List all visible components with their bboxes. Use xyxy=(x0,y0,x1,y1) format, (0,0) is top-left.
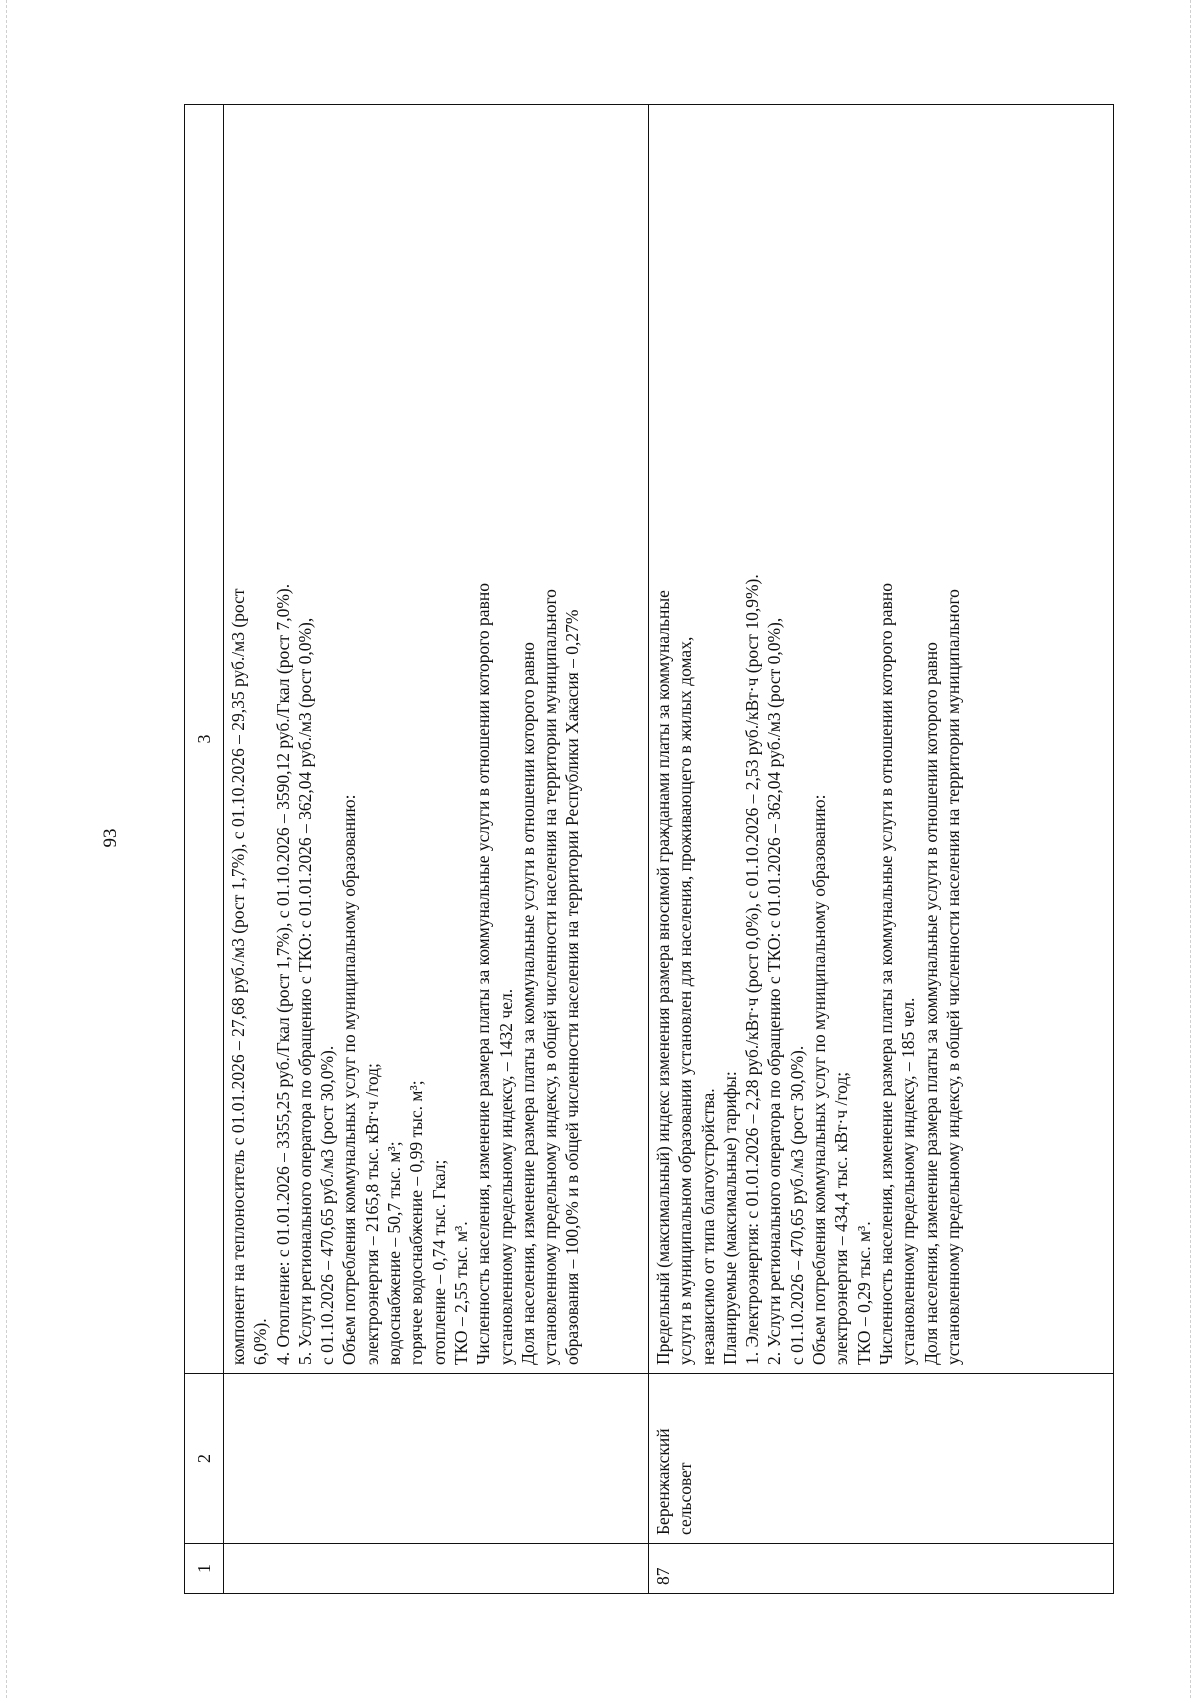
text-line: ТКО – 0,29 тыс. м³. xyxy=(853,1221,874,1365)
column-header-3: 3 xyxy=(185,105,224,1374)
text-line: 4. Отопление: с 01.01.2026 – 3355,25 руб./Гкал (рост 1,7%), с 01.10.2026 – 3590,12 руб./Гкал (рост 7,0%). xyxy=(272,583,293,1365)
text-line: образования – 100,0% и в общей численности населения на территории Республики Хакасия – 0,27% xyxy=(562,609,583,1365)
text-line: с 01.10.2026 – 470,65 руб./м3 (рост 30,0%). xyxy=(786,1045,807,1365)
text-line: 5. Услуги регионального оператора по обращению с ТКО: с 01.01.2026 – 362,04 руб./м3 (рост 0,0%), xyxy=(294,617,315,1365)
text-line: 6,0%). xyxy=(250,1318,271,1365)
text-line: водоснабжение – 50,7 тыс. м³; xyxy=(384,1141,405,1365)
text-line: 1. Электроэнергия: с 01.01.2026 – 2,28 руб./кВт·ч (рост 0,0%), с 01.10.2026 – 2,53 руб./кВт·ч (рост 10,9%). xyxy=(742,574,763,1365)
row-number-cell: 87 xyxy=(649,1544,1114,1594)
text-line: установленному предельному индексу, в общей численности населения на территории муниципального xyxy=(540,589,561,1365)
text-line: отопление – 0,74 тыс. Гкал; xyxy=(428,1159,449,1365)
text-line: Предельный (максимальный) индекс изменения размера вносимой гражданами платы за коммунальные xyxy=(653,590,673,1365)
text-line: Численность населения, изменение размера платы за коммунальные услуги в отношении которого равно xyxy=(473,583,494,1365)
text-line: установленному предельному индексу, – 1432 чел. xyxy=(495,988,516,1365)
tariff-table xyxy=(184,104,1114,1594)
text-line: Объем потребления коммунальных услуг по муниципальному образованию: xyxy=(339,794,360,1365)
text-line: ТКО – 2,55 тыс. м³. xyxy=(450,1221,471,1365)
header-row xyxy=(185,105,224,1594)
table-row xyxy=(649,105,1114,1594)
description-cell xyxy=(224,105,649,1374)
text-line: электроэнергия – 2165,8 тыс. кВт·ч /год; xyxy=(361,1063,382,1365)
text-line: компонент на теплоноситель с 01.01.2026 – 27,68 руб./м3 (рост 1,7%), с 01.10.2026 – 29,35 руб./м3 (рост xyxy=(228,588,248,1365)
rotated-page xyxy=(184,104,1114,1594)
text-line: услуги в муниципальном образовании установлен для населения, проживающего в жилых домах, xyxy=(675,636,696,1365)
row-number-cell xyxy=(224,1544,649,1594)
text-line: установленному предельному индексу, – 185 чел. xyxy=(898,997,919,1365)
column-header-2: 2 xyxy=(185,1374,224,1544)
municipality-name-cell xyxy=(224,1374,649,1544)
table-row xyxy=(224,105,649,1594)
scan-edge-right xyxy=(1190,0,1192,1698)
text-line: Планируемые (максимальные) тарифы: xyxy=(719,1071,740,1365)
text-line: горячее водоснабжение – 0,99 тыс. м³; xyxy=(406,1080,427,1365)
text-line: Объем потребления коммунальных услуг по муниципальному образованию: xyxy=(809,794,830,1365)
municipality-name-cell: Беренжакский сельсовет xyxy=(649,1374,1114,1544)
column-header-1: 1 xyxy=(185,1544,224,1594)
description-cell xyxy=(649,105,1114,1374)
page-number: 93 xyxy=(100,828,121,848)
scan-edge-left xyxy=(6,0,8,1698)
text-line: с 01.10.2026 – 470,65 руб./м3 (рост 30,0%). xyxy=(317,1045,338,1365)
text-line: Численность населения, изменение размера платы за коммунальные услуги в отношении которого равно xyxy=(875,583,896,1365)
text-line: 2. Услуги регионального оператора по обращению с ТКО: с 01.01.2026 – 362,04 руб./м3 (рост 0,0%), xyxy=(764,617,785,1365)
text-line: независимо от типа благоустройства. xyxy=(697,1088,718,1365)
text-line: электроэнергия – 434,4 тыс. кВт·ч /год; xyxy=(831,1071,852,1365)
text-line: установленному предельному индексу, в общей численности населения на территории муниципального xyxy=(942,589,963,1365)
text-line: Доля населения, изменение размера платы за коммунальные услуги в отношении которого равно xyxy=(517,642,538,1365)
text-line: Доля населения, изменение размера платы за коммунальные услуги в отношении которого равно xyxy=(920,642,941,1365)
